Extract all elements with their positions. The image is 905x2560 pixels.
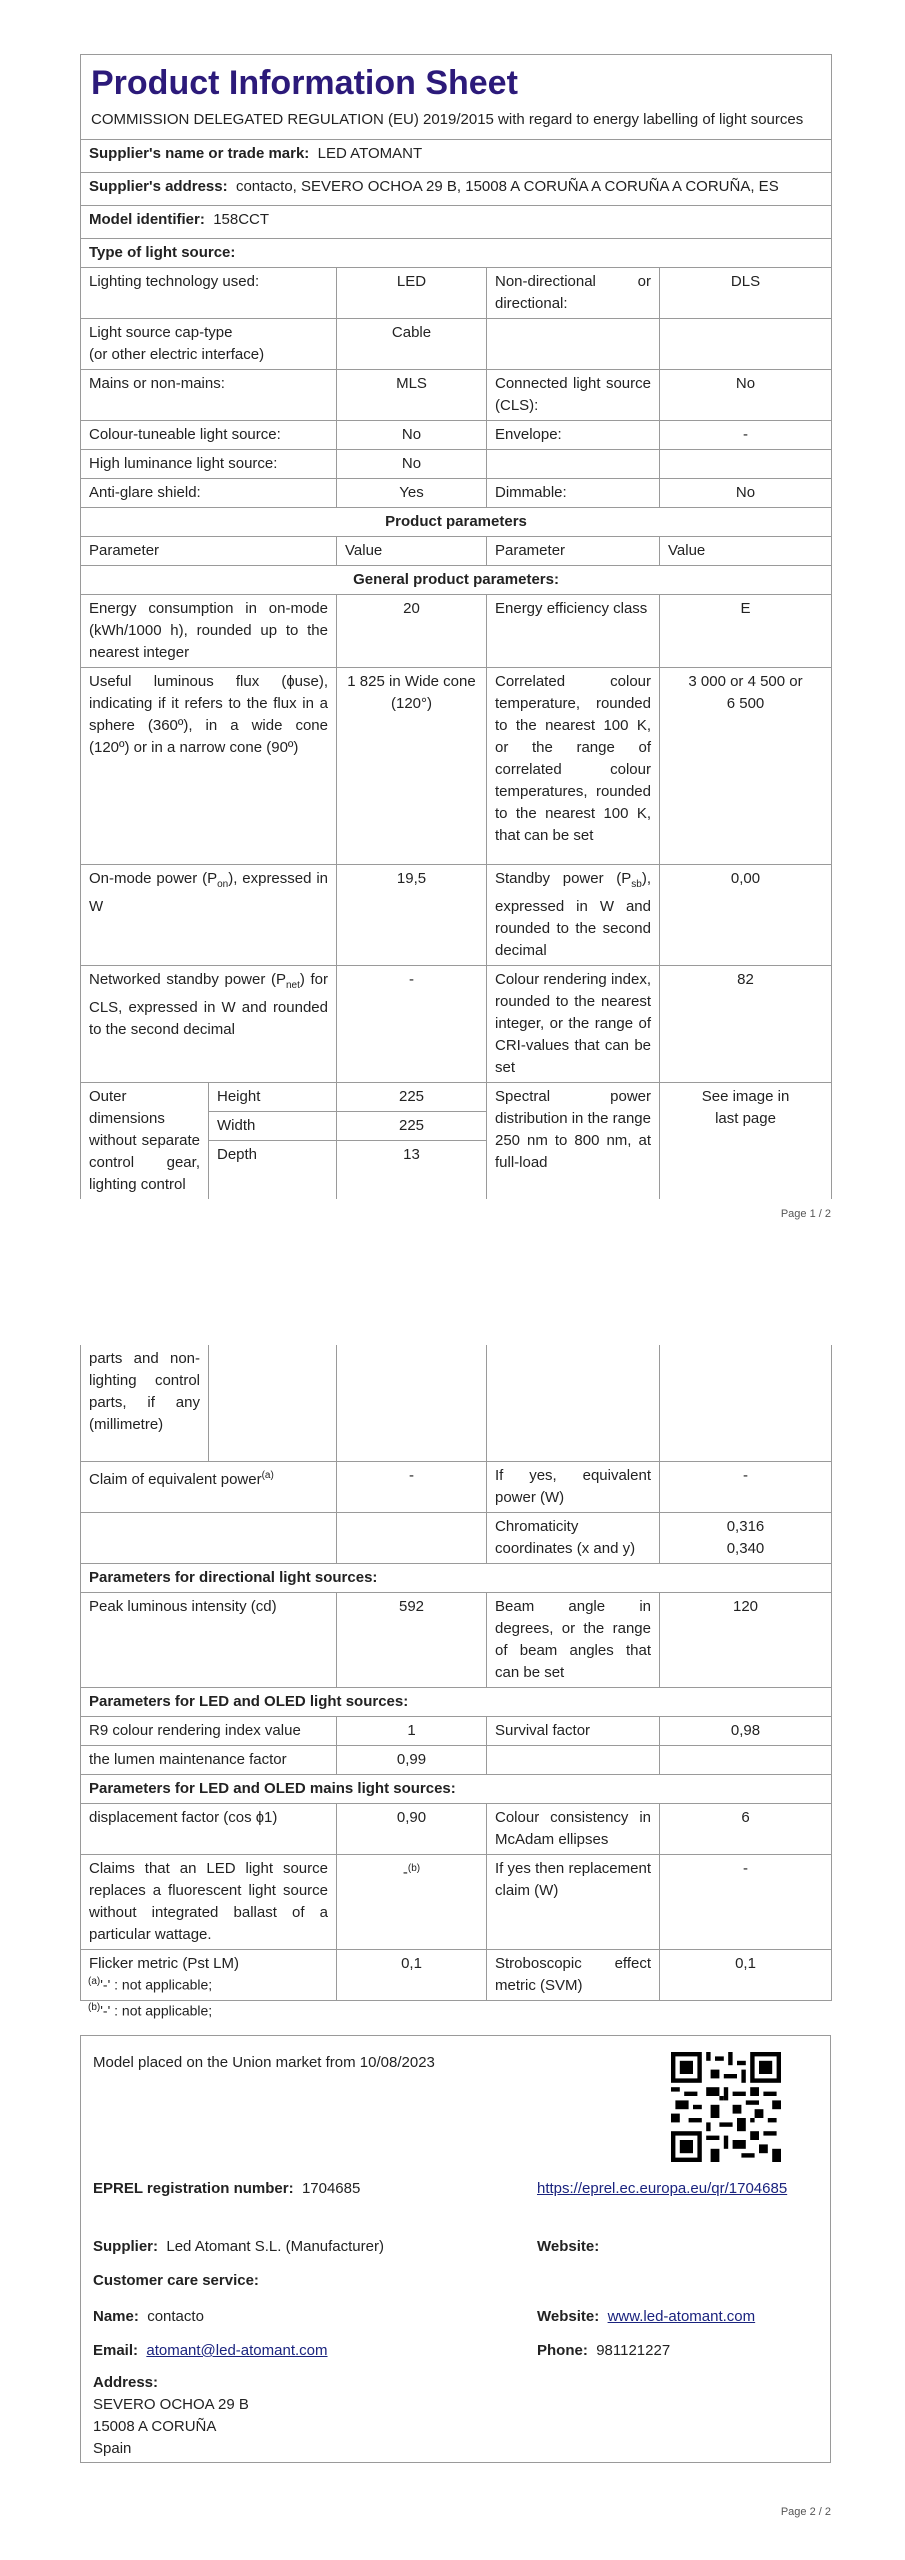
type-param: Mains or non-mains:	[81, 370, 337, 421]
directional-param: Beam angle in degrees, or the range of beam angles that can be set	[487, 1593, 660, 1688]
page-number-1	[781, 1208, 831, 1220]
spectral-empty	[487, 1345, 660, 1462]
type-row	[81, 421, 832, 450]
general-row	[81, 966, 832, 1083]
type-param: Colour-tuneable light source:	[81, 421, 337, 450]
model-identifier-label: Model identifier:	[89, 211, 205, 228]
type-value: Cable	[337, 319, 487, 370]
care-website-link[interactable]: www.led-atomant.com	[607, 2308, 756, 2325]
page-sep: /	[815, 1208, 825, 1220]
supplier-name-label: Supplier's name or trade mark:	[89, 145, 310, 162]
standby-text-b: ), expressed in W and rounded to the second decimal	[495, 870, 651, 959]
directional-row	[81, 1593, 832, 1688]
height-value: 225	[337, 1083, 486, 1112]
mains-value: 0,1	[660, 1950, 832, 2001]
general-value: 20	[337, 595, 487, 668]
page-total: 2	[824, 2506, 831, 2518]
general-value: 19,5	[337, 865, 487, 966]
type-row	[81, 479, 832, 508]
mains-param: Colour consistency in McAdam ellipses	[487, 1804, 660, 1855]
footnote-marker: (a)	[88, 1976, 101, 1987]
type-param: Non-directional or directional:	[487, 268, 660, 319]
product-parameters-heading: Product parameters	[81, 508, 832, 537]
type-param: Connected light source (CLS):	[487, 370, 660, 421]
model-identifier-row	[81, 206, 832, 239]
type-value: LED	[337, 268, 487, 319]
header-cell	[81, 55, 832, 140]
supplier-row	[93, 2236, 384, 2258]
footnote-text: '-' : not applicable;	[100, 2002, 213, 2019]
supplier-address-label: Supplier's address:	[89, 178, 228, 195]
general-value: 0,00	[660, 865, 832, 966]
cap-type-line1: Light source cap-type	[89, 324, 233, 341]
type-param	[81, 319, 337, 370]
mains-param: Stroboscopic effect metric (SVM)	[487, 1950, 660, 2001]
general-param	[487, 865, 660, 966]
general-value: E	[660, 595, 832, 668]
address-line: Spain	[93, 2440, 132, 2457]
eprel-url[interactable]: https://eprel.ec.europa.eu/qr/1704685	[537, 2180, 788, 2197]
general-param: Energy consumption in on-mode (kWh/1000 h), rounded up to the nearest integer	[81, 595, 337, 668]
eprel-label: EPREL registration number:	[93, 2180, 294, 2197]
net-standby-text-b: ) for CLS, expressed in W and rounded to the second decimal	[89, 971, 328, 1038]
page-label: Page	[780, 1208, 810, 1220]
mains-value: -	[660, 1855, 832, 1950]
mains-value	[337, 1855, 487, 1950]
website-row	[537, 2236, 599, 2258]
regulation-subtitle: COMMISSION DELEGATED REGULATION (EU) 2019/2015 with regard to energy labelling of light sources	[91, 111, 804, 128]
footnote-marker: (b)	[88, 2002, 101, 2013]
led-param: R9 colour rendering index value	[81, 1717, 337, 1746]
supplier-value: Led Atomant S.L. (Manufacturer)	[166, 2238, 384, 2255]
contact-name-value: contacto	[147, 2308, 204, 2325]
chromaticity-values	[660, 1513, 832, 1564]
chromaticity-empty-value	[337, 1513, 487, 1564]
supplier-name-row	[81, 140, 832, 173]
address-line: SEVERO OCHOA 29 B	[93, 2396, 249, 2413]
type-value: -	[660, 421, 832, 450]
led-value	[660, 1746, 832, 1775]
info-sheet-table-page2	[80, 1345, 832, 2001]
chromaticity-x: 0,316	[726, 1518, 765, 1535]
width-label: Width	[209, 1112, 336, 1141]
type-param: Anti-glare shield:	[81, 479, 337, 508]
contact-name-row	[93, 2306, 204, 2328]
mains-value: 0,90	[337, 1804, 487, 1855]
care-website-label: Website:	[537, 2308, 600, 2325]
led-param	[487, 1746, 660, 1775]
type-value: No	[337, 421, 487, 450]
email-link[interactable]: atomant@led-atomant.com	[146, 2342, 328, 2359]
replacement-claim-sup: (b)	[407, 1863, 421, 1874]
general-param: Energy efficiency class	[487, 595, 660, 668]
page-number-2	[781, 2506, 831, 2518]
chromaticity-y: 0,340	[726, 1540, 765, 1557]
qr-code-icon[interactable]	[671, 2052, 781, 2162]
page-title: Product Information Sheet	[91, 64, 518, 102]
height-label: Height	[209, 1083, 336, 1112]
chromaticity-empty	[81, 1513, 337, 1564]
email-label: Email:	[93, 2342, 139, 2359]
led-value: 0,99	[337, 1746, 487, 1775]
mains-param: Flicker metric (Pst LM)	[81, 1950, 337, 2001]
type-value: No	[660, 370, 832, 421]
type-value	[660, 450, 832, 479]
dimensions-label-continued: parts and non-lighting control parts, if any (millimetre)	[81, 1345, 209, 1462]
general-param	[81, 966, 337, 1083]
column-header-row	[81, 537, 832, 566]
type-value	[660, 319, 832, 370]
address-label: Address:	[93, 2374, 159, 2391]
dimensions-values-empty	[337, 1345, 487, 1462]
directional-value: 592	[337, 1593, 487, 1688]
type-row	[81, 450, 832, 479]
info-sheet-table-page1	[80, 54, 832, 1199]
led-section-heading: Parameters for LED and OLED light sources:	[81, 1688, 832, 1717]
directional-param: Peak luminous intensity (cd)	[81, 1593, 337, 1688]
depth-value: 13	[403, 1146, 420, 1163]
on-mode-text-a: On-mode power (P	[89, 870, 218, 887]
market-date-text: Model placed on the Union market from 10/08/2023	[93, 2054, 435, 2071]
directional-section-heading: Parameters for directional light sources:	[81, 1564, 832, 1593]
standby-sub: sb	[631, 879, 642, 890]
directional-value: 120	[660, 1593, 832, 1688]
supplier-address-value: contacto, SEVERO OCHOA 29 B, 15008 A CORUÑA A CORUÑA A CORUÑA, ES	[235, 178, 779, 195]
column-header: Value	[337, 537, 487, 566]
led-param: the lumen maintenance factor	[81, 1746, 337, 1775]
model-info-box	[80, 2035, 831, 2463]
website-label: Website:	[537, 2238, 600, 2255]
claim-value: -	[337, 1462, 487, 1513]
general-row	[81, 865, 832, 966]
type-value: No	[660, 479, 832, 508]
general-value: 82	[660, 966, 832, 1083]
led-param: Survival factor	[487, 1717, 660, 1746]
mains-value: 0,1	[337, 1950, 487, 2001]
replacement-claim-value: -	[402, 1864, 408, 1881]
claim-label-text: Claim of equivalent power	[89, 1471, 262, 1488]
page-sep: /	[815, 2506, 825, 2518]
contact-name-label: Name:	[93, 2308, 139, 2325]
mains-row	[81, 1804, 832, 1855]
mains-param: If yes then replacement claim (W)	[487, 1855, 660, 1950]
mains-param: Claims that an LED light source replaces a fluorescent light source without integrated ballast of a particular wattage.	[81, 1855, 337, 1950]
type-value: DLS	[660, 268, 832, 319]
type-value: Yes	[337, 479, 487, 508]
footnote	[88, 1998, 212, 2021]
page-label: Page	[780, 2506, 810, 2518]
column-header: Parameter	[487, 537, 660, 566]
column-header: Parameter	[81, 537, 337, 566]
type-param: Lighting technology used:	[81, 268, 337, 319]
type-row	[81, 268, 832, 319]
type-param: High luminance light source:	[81, 450, 337, 479]
footnote-text: '-' : not applicable;	[100, 1976, 213, 1993]
care-website-row	[537, 2306, 755, 2328]
claim-label	[81, 1462, 337, 1513]
supplier-label: Supplier:	[93, 2238, 159, 2255]
general-value: 3 000 or 4 500 or 6 500	[660, 668, 832, 865]
email-row	[93, 2340, 328, 2362]
chromaticity-label: Chromaticity coordinates (x and y)	[487, 1513, 660, 1564]
dimensions-values-cell	[337, 1083, 487, 1200]
footnote	[88, 1972, 212, 1995]
model-identifier-value: 158CCT	[213, 211, 270, 228]
equiv-power-label: If yes, equivalent power (W)	[487, 1462, 660, 1513]
dimensions-subtable	[209, 1083, 336, 1169]
page-total: 2	[824, 1208, 831, 1220]
type-param: Envelope:	[487, 421, 660, 450]
chromaticity-row	[81, 1513, 832, 1564]
on-mode-text-b: ), expressed in W	[89, 870, 328, 915]
dimensions-continued-row	[81, 1345, 832, 1462]
type-value: MLS	[337, 370, 487, 421]
eprel-link[interactable]	[537, 2178, 807, 2200]
mains-row	[81, 1855, 832, 1950]
supplier-address-row	[81, 173, 832, 206]
general-row	[81, 595, 832, 668]
general-row	[81, 668, 832, 865]
dimensions-sub-cell	[209, 1083, 337, 1200]
spectral-value-empty	[660, 1345, 832, 1462]
type-value: No	[337, 450, 487, 479]
type-param: Dimmable:	[487, 479, 660, 508]
standby-text-a: Standby power (P	[495, 870, 632, 887]
type-section-heading: Type of light source:	[81, 239, 832, 268]
claim-sup: (a)	[261, 1470, 274, 1481]
phone-row	[537, 2340, 670, 2362]
column-header: Value	[660, 537, 832, 566]
on-mode-sub: on	[217, 879, 229, 890]
dimensions-row	[81, 1083, 832, 1200]
address-line: 15008 A CORUÑA	[93, 2418, 217, 2435]
general-parameters-heading: General product parameters:	[81, 566, 832, 595]
type-row	[81, 370, 832, 421]
phone-label: Phone:	[537, 2342, 588, 2359]
dimensions-values	[337, 1083, 486, 1169]
led-row	[81, 1746, 832, 1775]
eprel-row	[93, 2178, 360, 2200]
mains-section-heading: Parameters for LED and OLED mains light sources:	[81, 1775, 832, 1804]
mains-param: displacement factor (cos ɸ1)	[81, 1804, 337, 1855]
type-param	[487, 450, 660, 479]
led-value: 1	[337, 1717, 487, 1746]
type-param	[487, 319, 660, 370]
width-value: 225	[337, 1112, 486, 1141]
cap-type-line2: (or other electric interface)	[89, 346, 265, 363]
spectral-value: See image in last page	[660, 1083, 832, 1200]
type-row	[81, 319, 832, 370]
dimensions-sub-empty	[209, 1345, 337, 1462]
led-row	[81, 1717, 832, 1746]
general-param	[81, 865, 337, 966]
depth-label: Depth	[217, 1146, 258, 1163]
general-value: -	[337, 966, 487, 1083]
address-block	[93, 2372, 249, 2460]
led-value: 0,98	[660, 1717, 832, 1746]
supplier-name-value: LED ATOMANT	[317, 145, 423, 162]
dimensions-label: Outer dimensions without separate control gear, lighting control	[81, 1083, 209, 1200]
net-standby-text-a: Networked standby power (P	[89, 971, 286, 988]
mains-value: 6	[660, 1804, 832, 1855]
phone-value: 981121227	[596, 2342, 671, 2359]
eprel-value: 1704685	[301, 2180, 361, 2197]
spectral-label: Spectral power distribution in the range 250 nm to 800 nm, at full-load	[487, 1083, 660, 1200]
general-value: 1 825 in Wide cone (120°)	[337, 668, 487, 865]
net-standby-sub: net	[285, 980, 300, 991]
customer-care-heading: Customer care service:	[93, 2272, 259, 2289]
claim-row	[81, 1462, 832, 1513]
page-num: 2	[809, 2506, 816, 2518]
general-param: Correlated colour temperature, rounded to the nearest 100 K, or the range of correlated colour temperatures, rounded to the nearest 100 K, that can be set	[487, 668, 660, 865]
general-param: Useful luminous flux (ɸuse), indicating if it refers to the flux in a sphere (360º), in a wide cone (120º) or in a narrow cone (90º)	[81, 668, 337, 865]
equiv-power-value: -	[660, 1462, 832, 1513]
page-num: 1	[809, 1208, 816, 1220]
general-param: Colour rendering index, rounded to the nearest integer, or the range of CRI-values that can be set	[487, 966, 660, 1083]
